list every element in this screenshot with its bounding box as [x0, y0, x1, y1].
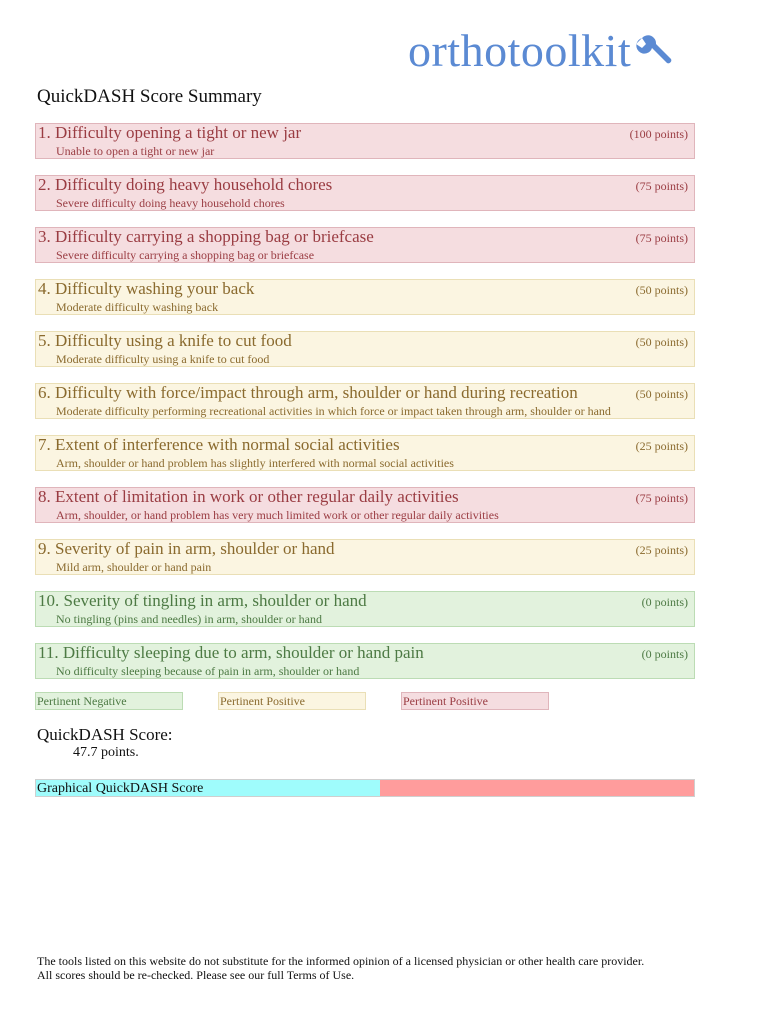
question-points: (75 points)	[635, 491, 688, 505]
graphical-score-bar	[35, 779, 695, 797]
question-item-6	[35, 383, 695, 419]
question-item-5	[35, 331, 695, 367]
question-text: 10. Severity of tingling in arm, shoulder or hand	[38, 591, 367, 610]
question-points: (75 points)	[635, 179, 688, 193]
legend-pertinent-negative: Pertinent Negative	[35, 692, 183, 710]
question-item-4	[35, 279, 695, 315]
question-text: 9. Severity of pain in arm, shoulder or hand	[38, 539, 335, 558]
question-item-11	[35, 643, 695, 679]
logo-text: orthotoolkit	[408, 25, 632, 76]
answer-text: No tingling (pins and needles) in arm, shoulder or hand	[56, 612, 322, 626]
question-points: (75 points)	[635, 231, 688, 245]
answer-text: Moderate difficulty using a knife to cut food	[56, 352, 270, 366]
disclaimer	[37, 954, 717, 982]
answer-text: Arm, shoulder, or hand problem has very much limited work or other regular daily activities	[56, 508, 499, 522]
answer-text: Unable to open a tight or new jar	[56, 144, 215, 158]
question-item-1	[35, 123, 695, 159]
legend-pertinent-positive: Pertinent Positive	[218, 692, 366, 710]
answer-text: Moderate difficulty performing recreational activities in which force or impact taken through arm, shoulder or hand	[56, 404, 611, 418]
answer-text: Moderate difficulty washing back	[56, 300, 219, 314]
answer-text: Severe difficulty carrying a shopping bag or briefcase	[56, 248, 315, 262]
question-points: (0 points)	[641, 647, 688, 661]
question-text: 4. Difficulty washing your back	[38, 279, 255, 298]
question-item-8	[35, 487, 695, 523]
legend-pertinent-positive-severe: Pertinent Positive	[401, 692, 549, 710]
question-text: 8. Extent of limitation in work or other regular daily activities	[38, 487, 459, 506]
question-text: 3. Difficulty carrying a shopping bag or briefcase	[38, 227, 374, 246]
graphical-score-label: Graphical QuickDASH Score	[37, 781, 204, 796]
question-points: (0 points)	[641, 595, 688, 609]
question-item-10	[35, 591, 695, 627]
question-points: (100 points)	[629, 127, 688, 141]
question-text: 1. Difficulty opening a tight or new jar	[38, 123, 302, 142]
score-label: QuickDASH Score:	[37, 725, 173, 744]
question-item-7	[35, 435, 695, 471]
question-points: (50 points)	[635, 335, 688, 349]
orthotoolkit-logo[interactable]	[408, 25, 673, 76]
question-item-9	[35, 539, 695, 575]
answer-text: Mild arm, shoulder or hand pain	[56, 560, 212, 574]
question-points: (25 points)	[635, 439, 688, 453]
question-item-2	[35, 175, 695, 211]
disclaimer-line-1: The tools listed on this website do not substitute for the informed opinion of a licensed physician or other health care provider.	[37, 954, 645, 968]
wrench-icon	[633, 32, 673, 72]
question-points: (50 points)	[635, 387, 688, 401]
question-list	[35, 123, 695, 695]
answer-text: Arm, shoulder or hand problem has slightly interfered with normal social activities	[56, 456, 454, 470]
score-value: 47.7 points.	[73, 745, 139, 760]
question-points: (25 points)	[635, 543, 688, 557]
disclaimer-line-2: All scores should be re-checked. Please see our full Terms of Use.	[37, 968, 355, 982]
question-text: 6. Difficulty with force/impact through arm, shoulder or hand during recreation	[38, 383, 578, 402]
question-text: 7. Extent of interference with normal social activities	[38, 435, 400, 454]
legend	[35, 692, 695, 710]
answer-text: No difficulty sleeping because of pain in arm, shoulder or hand	[56, 664, 360, 678]
answer-text: Severe difficulty doing heavy household chores	[56, 196, 285, 210]
question-item-3	[35, 227, 695, 263]
question-text: 2. Difficulty doing heavy household chores	[38, 175, 333, 194]
question-text: 11. Difficulty sleeping due to arm, shoulder or hand pain	[38, 643, 424, 662]
page-title: QuickDASH Score Summary	[37, 86, 262, 107]
question-text: 5. Difficulty using a knife to cut food	[38, 331, 292, 350]
question-points: (50 points)	[635, 283, 688, 297]
